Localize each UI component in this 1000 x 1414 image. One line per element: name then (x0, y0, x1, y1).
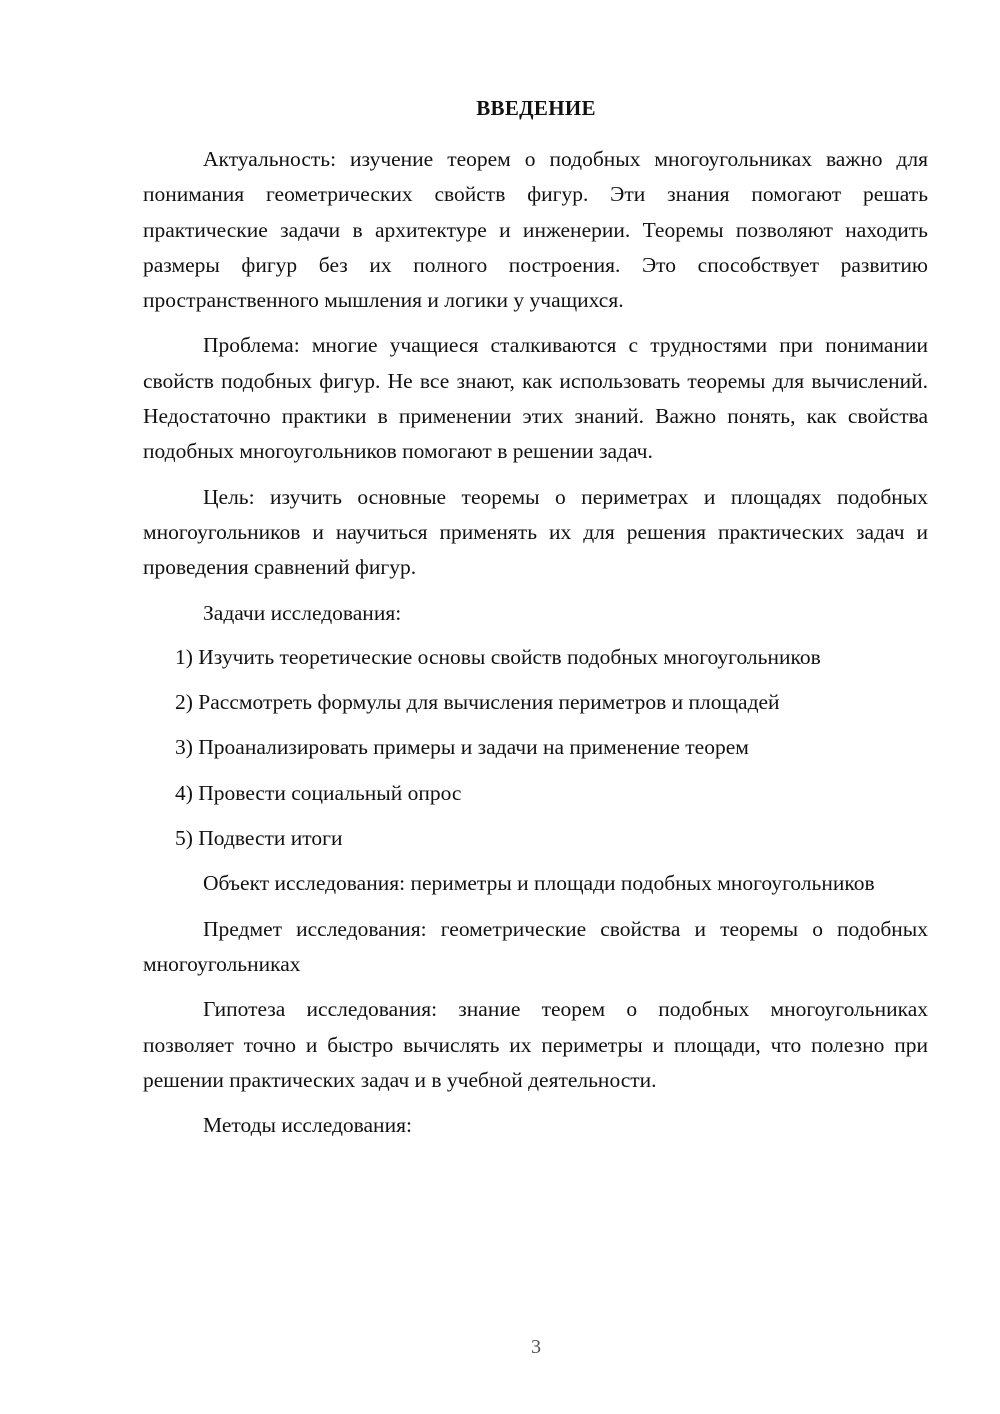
task-item-3: 3) Проанализировать примеры и задачи на применение теорем (175, 735, 749, 760)
document-body (143, 142, 928, 1153)
paragraph-tasks-heading: Задачи исследования: (203, 600, 402, 625)
task-item-4: 4) Провести социальный опрос (175, 780, 462, 805)
task-item-5: 5) Подвести итоги (175, 826, 343, 851)
paragraph-subject: Предмет исследования: геометрические свойства и теоремы о подобных многоугольниках (143, 916, 928, 976)
paragraph-object: Объект исследования: периметры и площади подобных многоугольников (203, 871, 875, 896)
task-item-1: 1) Изучить теоретические основы свойств подобных многоугольников (175, 644, 821, 669)
page-number: 3 (531, 1336, 541, 1358)
paragraph-methods-heading: Методы исследования: (203, 1113, 412, 1138)
paragraph-problem: Проблема: многие учащиеся сталкиваются с трудностями при понимании свойств подобных фигур. Не все знают, как использовать теоремы для вычислений. Недостаточно практики в применении этих знаний. Важно понять, как свойства подобных многоугольников помогают в решении задач. (143, 333, 928, 464)
task-item-2: 2) Рассмотреть формулы для вычисления периметров и площадей (175, 690, 780, 715)
paragraph-goal: Цель: изучить основные теоремы о периметрах и площадях подобных многоугольников и научиться применять их для решения практических задач и проведения сравнений фигур. (143, 484, 928, 580)
paragraph-hypothesis: Гипотеза исследования: знание теорем о подобных многоугольниках позволяет точно и быстро вычислять их периметры и площади, что полезно при решении практических задач и в учебной деятельности. (143, 997, 928, 1092)
section-title: ВВЕДЕНИЕ (476, 96, 596, 120)
paragraph-relevance: Актуальность: изучение теорем о подобных многоугольниках важно для понимания геометрических свойств фигур. Эти знания помогают решать практические задачи в архитектуре и инженерии. Теоремы позволяют находить размеры фигур без их полного построения. Это способствует развитию пространственного мышления и логики у учащихся. (143, 147, 928, 313)
